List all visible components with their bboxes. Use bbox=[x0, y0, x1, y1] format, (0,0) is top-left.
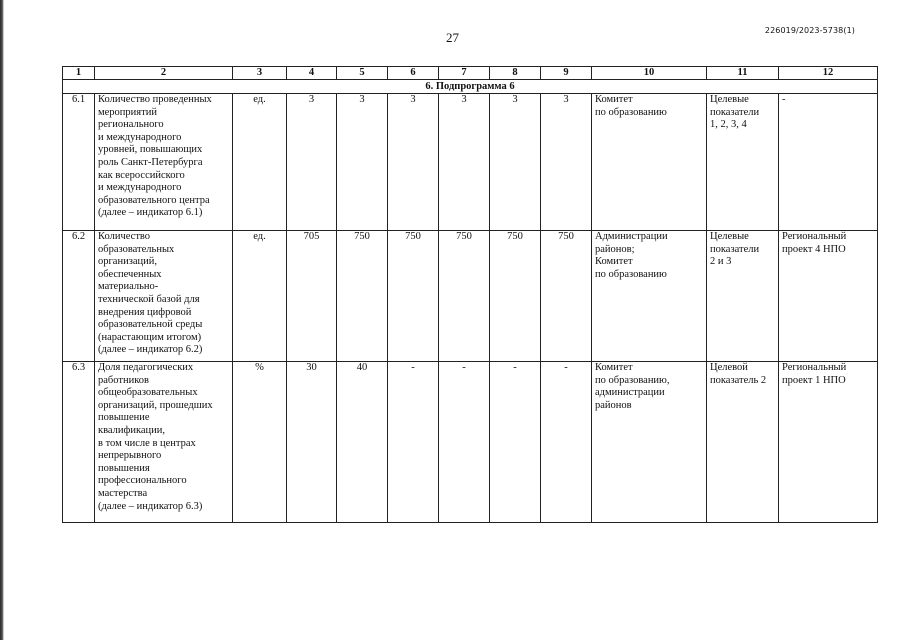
value-cell: 750 bbox=[388, 231, 439, 362]
header-cell: 12 bbox=[779, 67, 878, 80]
targets-cell: Целевые показатели 2 и 3 bbox=[707, 231, 779, 362]
value-cell: 40 bbox=[337, 362, 388, 523]
unit-cell: ед. bbox=[233, 231, 287, 362]
value-cell: 3 bbox=[337, 94, 388, 231]
project-cell: - bbox=[779, 94, 878, 231]
targets-cell: Целевой показатель 2 bbox=[707, 362, 779, 523]
header-cell: 1 bbox=[63, 67, 95, 80]
header-cell: 10 bbox=[592, 67, 707, 80]
value-cell: - bbox=[439, 362, 490, 523]
header-cell: 7 bbox=[439, 67, 490, 80]
header-cell: 2 bbox=[95, 67, 233, 80]
value-cell: - bbox=[388, 362, 439, 523]
value-cell: 3 bbox=[541, 94, 592, 231]
row-id: 6.1 bbox=[63, 94, 95, 231]
value-cell: 750 bbox=[490, 231, 541, 362]
value-cell: 705 bbox=[287, 231, 337, 362]
responsible-cell: Комитет по образованию bbox=[592, 94, 707, 231]
value-cell: 750 bbox=[439, 231, 490, 362]
section-row bbox=[63, 80, 878, 94]
responsible-cell: Комитет по образованию, администрации районов bbox=[592, 362, 707, 523]
value-cell: 750 bbox=[541, 231, 592, 362]
project-cell: Региональный проект 1 НПО bbox=[779, 362, 878, 523]
value-cell: 750 bbox=[337, 231, 388, 362]
header-cell: 4 bbox=[287, 67, 337, 80]
table-row bbox=[63, 231, 878, 362]
value-cell: 30 bbox=[287, 362, 337, 523]
value-cell: 3 bbox=[439, 94, 490, 231]
value-cell: 3 bbox=[490, 94, 541, 231]
header-cell: 9 bbox=[541, 67, 592, 80]
header-row bbox=[63, 67, 878, 80]
unit-cell: ед. bbox=[233, 94, 287, 231]
document-id: 226019/2023-5738(1) bbox=[764, 26, 855, 35]
row-id: 6.2 bbox=[63, 231, 95, 362]
row-id: 6.3 bbox=[63, 362, 95, 523]
value-cell: 3 bbox=[287, 94, 337, 231]
header-cell: 6 bbox=[388, 67, 439, 80]
indicator-name: Доля педагогических работников общеобразовательных организаций, прошедших повышение квалификации, в том числе в центрах непрерывного повышения профессионального мастерства (далее – индикатор 6.3) bbox=[95, 362, 233, 523]
table-row bbox=[63, 362, 878, 523]
page-number: 27 bbox=[446, 30, 459, 45]
project-cell: Региональный проект 4 НПО bbox=[779, 231, 878, 362]
indicator-name: Количество образовательных организаций, обеспеченных материально- технической базой для внедрения цифровой образовательной среды (нарастающим итогом) (далее – индикатор 6.2) bbox=[95, 231, 233, 362]
table-row bbox=[63, 94, 878, 231]
section-title: 6. Подпрограмма 6 bbox=[63, 80, 878, 94]
header-cell: 11 bbox=[707, 67, 779, 80]
value-cell: 3 bbox=[388, 94, 439, 231]
unit-cell: % bbox=[233, 362, 287, 523]
scan-edge bbox=[0, 0, 4, 640]
header-cell: 8 bbox=[490, 67, 541, 80]
targets-cell: Целевые показатели 1, 2, 3, 4 bbox=[707, 94, 779, 231]
responsible-cell: Администрации районов; Комитет по образованию bbox=[592, 231, 707, 362]
header-cell: 5 bbox=[337, 67, 388, 80]
indicators-table bbox=[62, 66, 878, 523]
value-cell: - bbox=[490, 362, 541, 523]
indicator-name: Количество проведенных мероприятий регионального и международного уровней, повышающих роль Санкт-Петербурга как всероссийского и международного образовательного центра (далее – индикатор 6.1) bbox=[95, 94, 233, 231]
header-cell: 3 bbox=[233, 67, 287, 80]
value-cell: - bbox=[541, 362, 592, 523]
